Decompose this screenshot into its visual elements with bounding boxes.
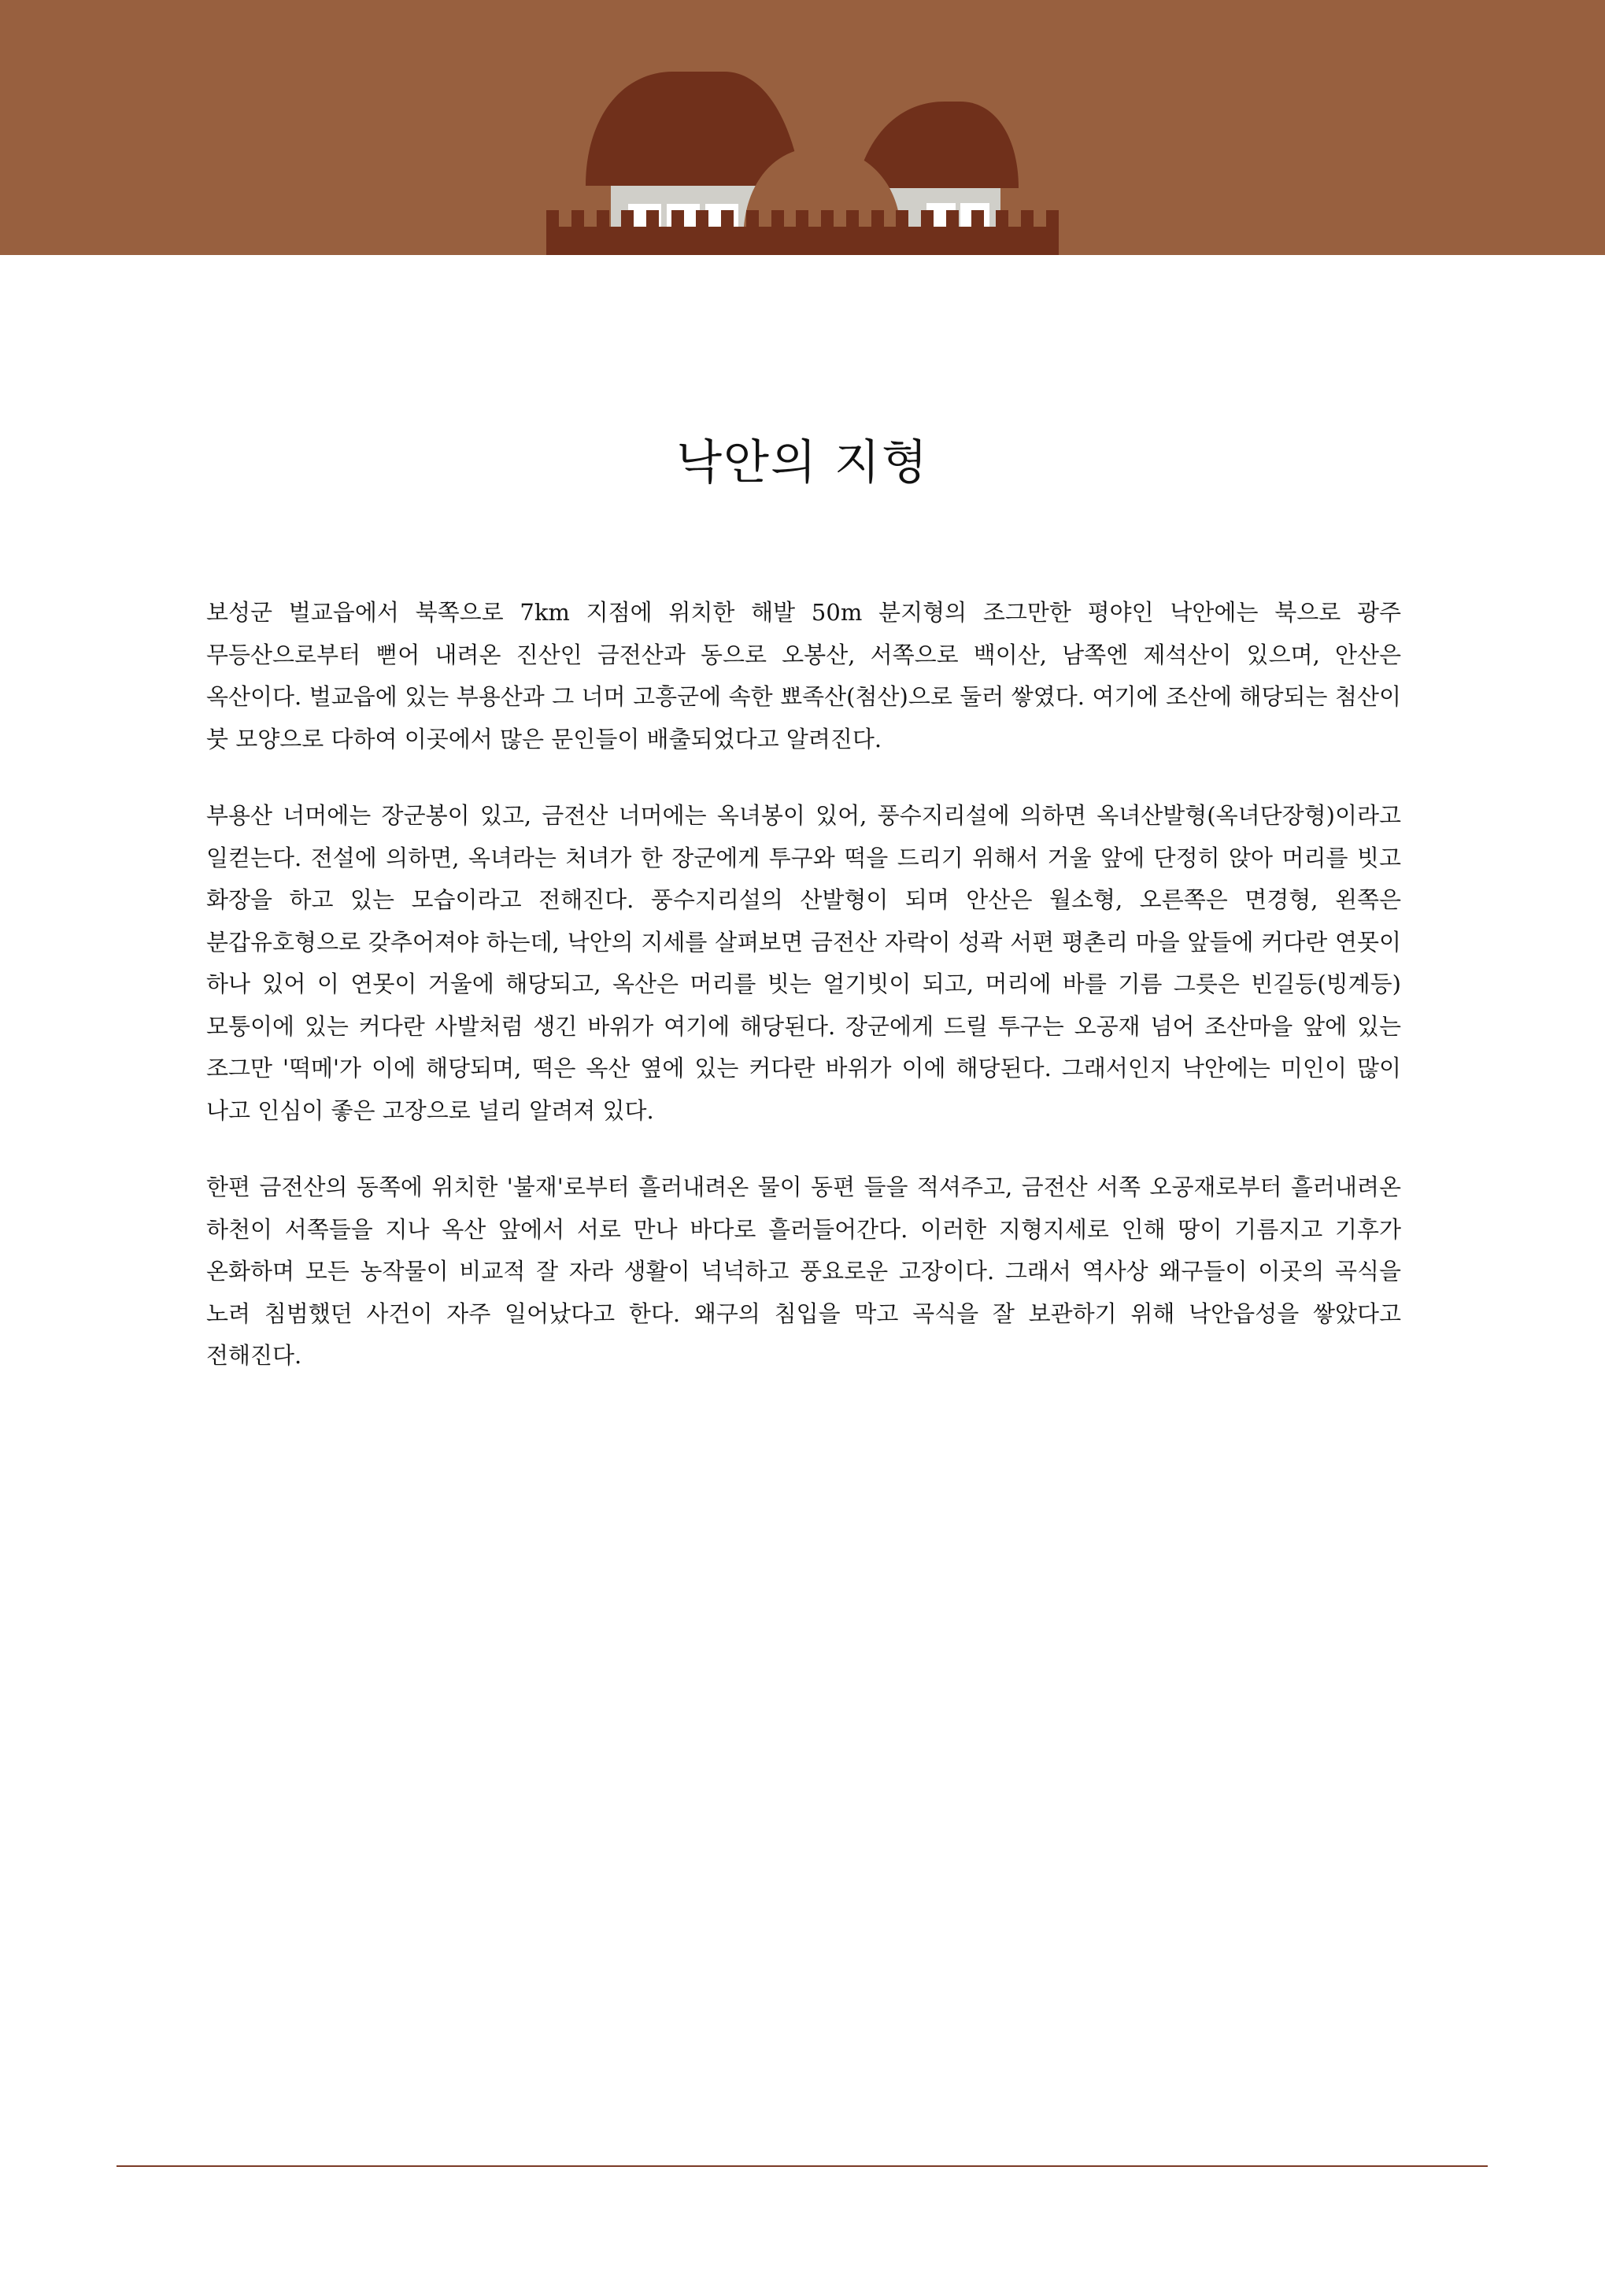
article-body [206,592,1401,1412]
paragraph: 부용산 너머에는 장군봉이 있고, 금전산 너머에는 옥녀봉이 있어, 풍수지리설에 의하면 옥녀산발형(옥녀단장형)이라고 일컫는다. 전설에 의하면, 옥녀라는 처녀가 한 장군에게 투구와 떡을 드리기 위해서 거울 앞에 단정히 앉아 머리를 빗고 화장을 하고 있는 모습이라고 전해진다. 풍수지리설의 산발형이 되며 안산은 월소형, 오른쪽은 면경형, 왼쪽은 분갑유호형으로 갖추어져야 하는데, 낙안의 지세를 살펴보면 금전산 자락이 성곽 서편 평촌리 마을 앞들에 커다란 연못이 하나 있어 이 연못이 거울에 해당되고, 옥산은 머리를 빗는 얼기빗이 되고, 머리에 바를 기름 그릇은 빈길등(빙계등) 모퉁이에 있는 커다란 사발처럼 생긴 바위가 여기에 해당된다. 장군에게 드릴 투구는 오공재 넘어 조산마을 앞에 있는 조그만 '떡메'가 이에 해당되며, 떡은 옥산 옆에 있는 커다란 바위가 이에 해당된다. 그래서인지 낙안에는 미인이 많이 나고 인심이 좋은 고장으로 널리 알려져 있다. [206,802,1401,1124]
header-banner [0,0,1605,255]
footer-divider [116,2165,1488,2167]
paragraph: 보성군 벌교읍에서 북쪽으로 7km 지점에 위치한 해발 50m 분지형의 조그만한 평야인 낙안에는 북으로 광주 무등산으로부터 뻗어 내려온 진산인 금전산과 동으로 오봉산, 서쪽으로 백이산, 남쪽엔 제석산이 있으며, 안산은 옥산이다. 벌교읍에 있는 부용산과 그 너머 고흥군에 속한 뾰족산(첨산)으로 둘러 쌓였다. 여기에 조산에 해당되는 첨산이 붓 모양으로 다하여 이곳에서 많은 문인들이 배출되었다고 알려진다. [206,599,1401,752]
fortress-wall [546,210,1059,255]
hanok-village-icon [0,0,1605,255]
paragraph: 한편 금전산의 동쪽에 위치한 '불재'로부터 흘러내려온 물이 동편 들을 적셔주고, 금전산 서쪽 오공재로부터 흘러내려온 하천이 서쪽들을 지나 옥산 앞에서 서로 만나 바다로 흘러들어간다. 이러한 지형지세로 인해 땅이 기름지고 기후가 온화하며 모든 농작물이 비교적 잘 자라 생활이 넉넉하고 풍요로운 고장이다. 그래서 역사상 왜구들이 이곳의 곡식을 노려 침범했던 사건이 자주 일어났다고 한다. 왜구의 침입을 막고 곡식을 잘 보관하기 위해 낙안읍성을 쌓았다고 전해진다. [206,1174,1401,1369]
page-title: 낙안의 지형 [676,435,929,490]
